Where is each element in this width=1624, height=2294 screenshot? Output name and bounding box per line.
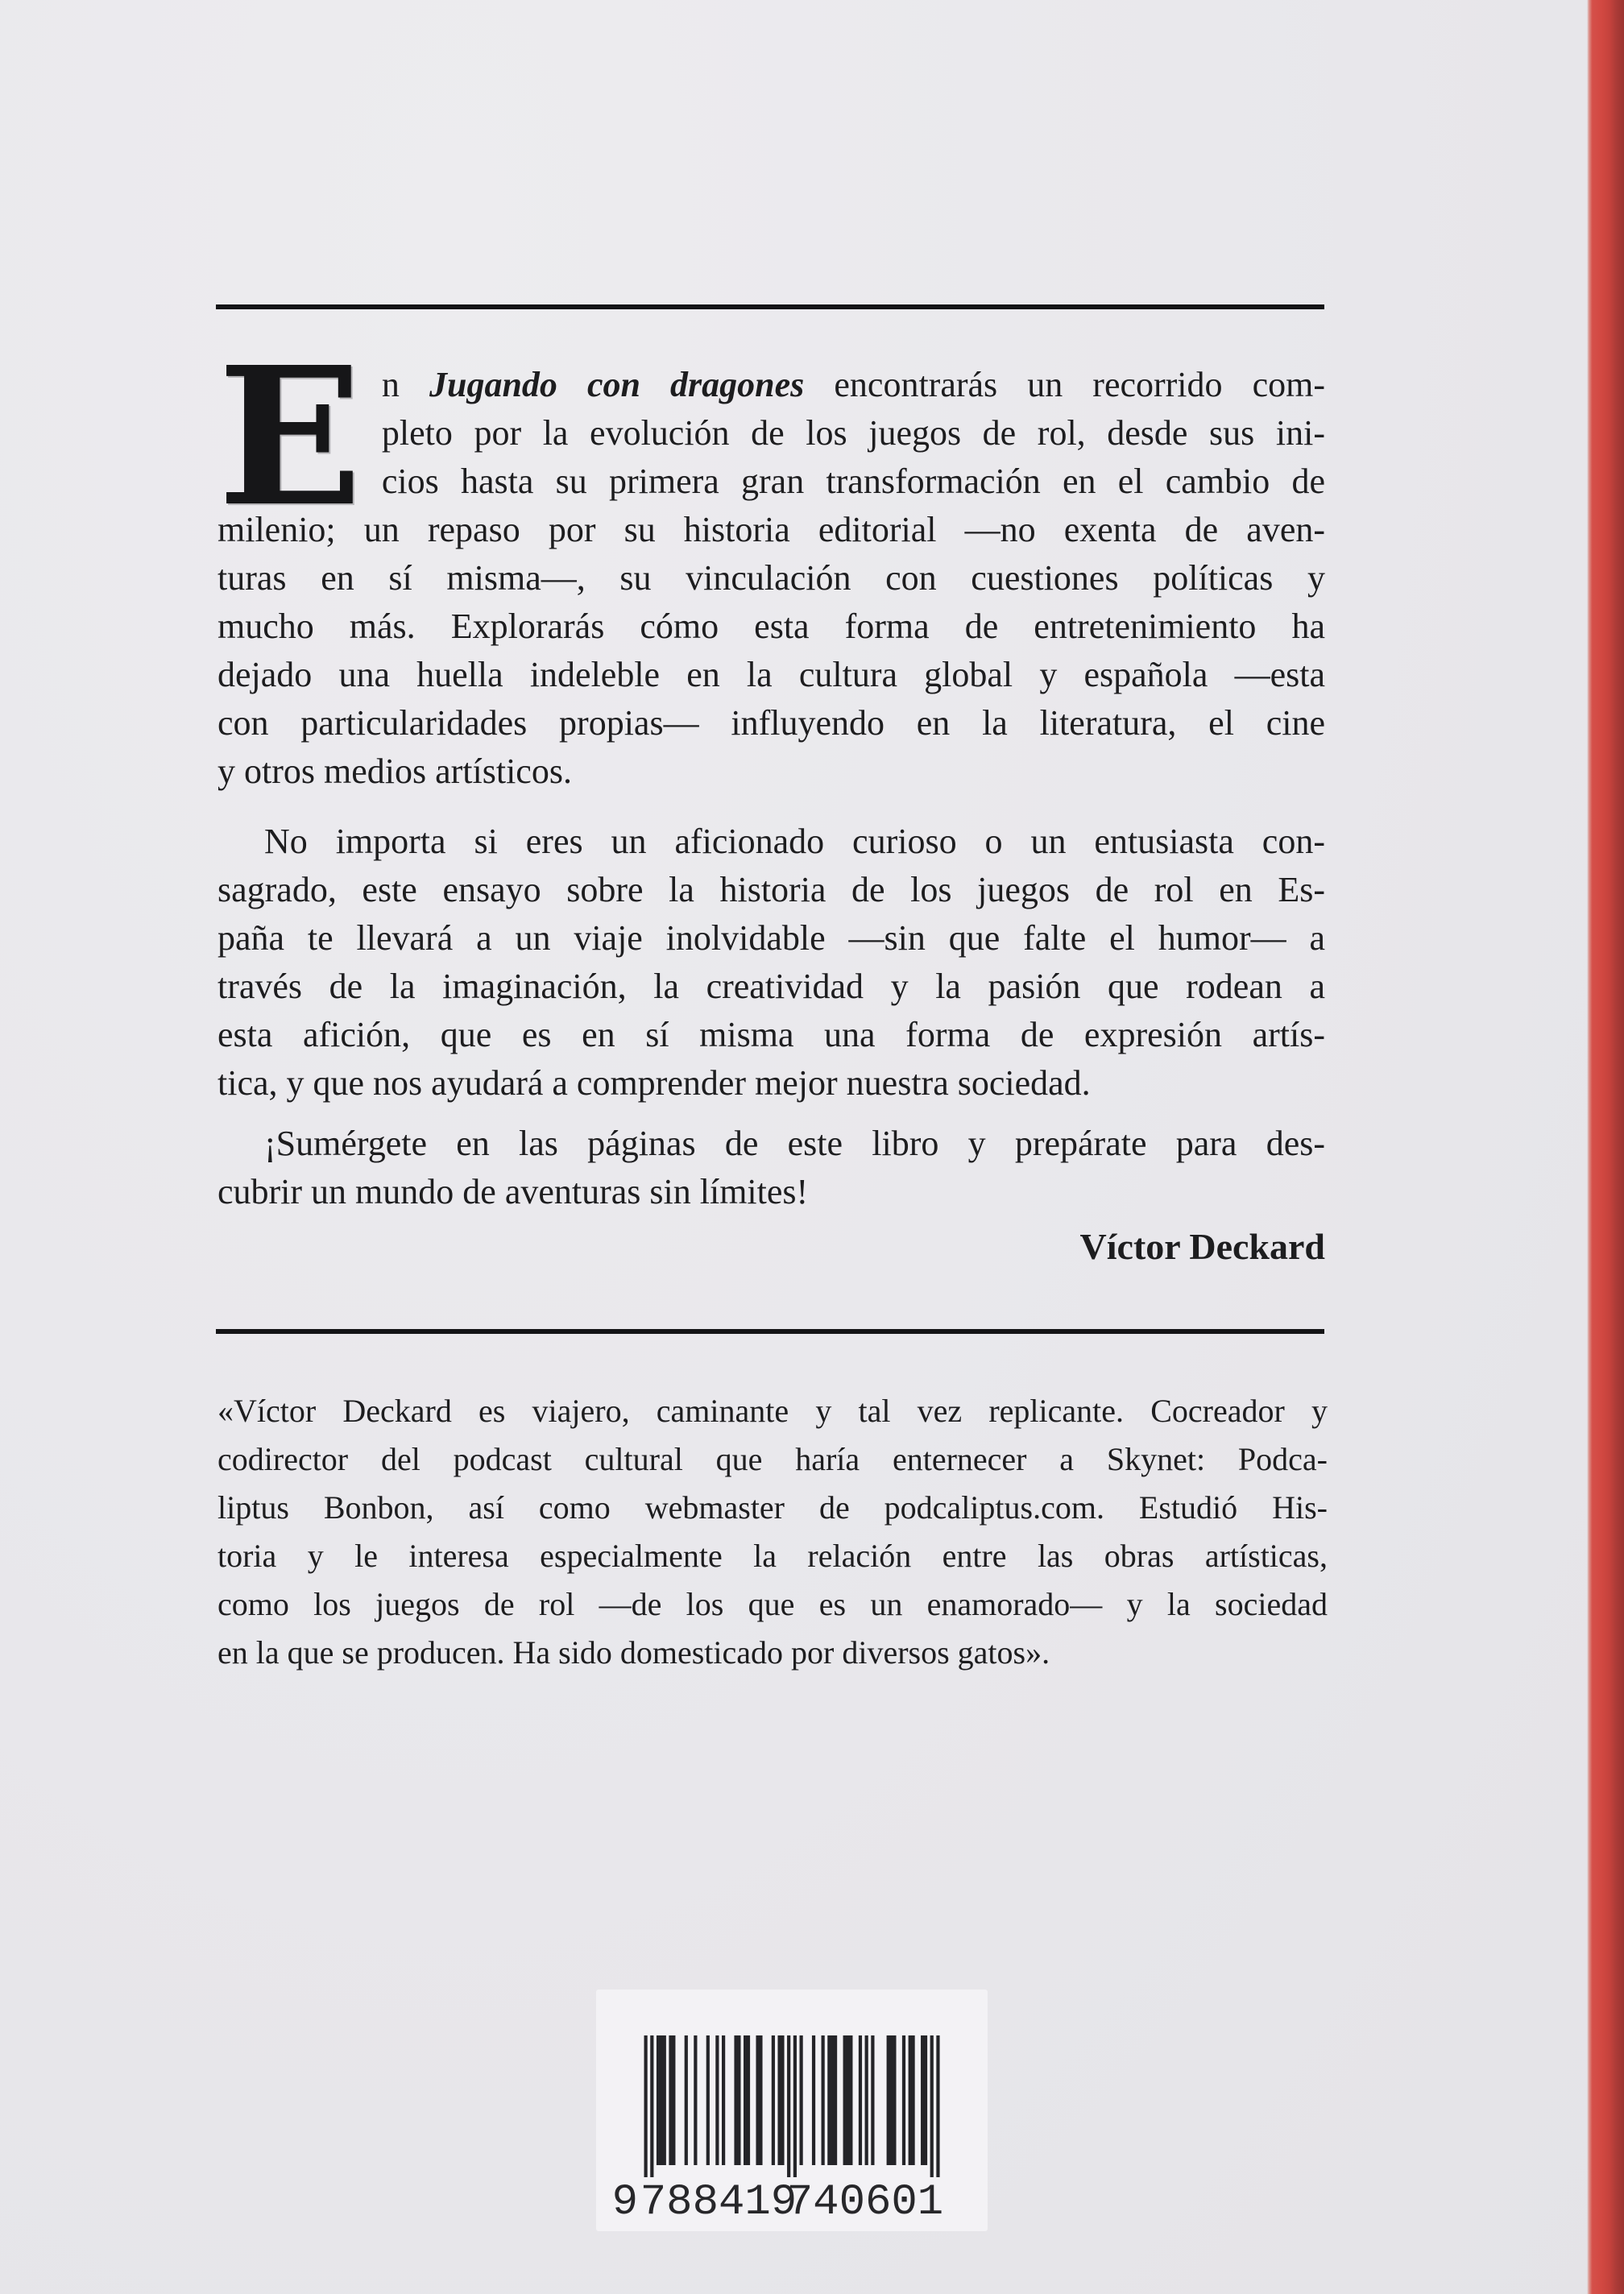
synopsis-paragraph-3 [218,1120,1325,1216]
author-bio-section [218,1387,1328,1677]
text-line: milenio; un repaso por su historia editorial —no exenta de aven- [218,510,1325,549]
text-line: en la que se producen. Ha sido domesticado por diversos gatos». [218,1634,1050,1671]
synopsis-paragraph-2 [218,818,1325,1108]
text-line: cubrir un mundo de aventuras sin límites! [218,1172,809,1211]
bottom-rule [216,1329,1324,1334]
isbn-digit-left: 9 [611,2178,638,2227]
text-line: dejado una huella indeleble en la cultura global y española —esta [218,655,1325,694]
text-line: turas en sí misma—, su vinculación con cuestiones políticas y [218,558,1325,598]
spine-strip [1587,0,1624,2294]
text-line: con particularidades propias— influyendo en la literatura, el cine [218,703,1325,743]
isbn-digits-group1: 788419 [640,2178,798,2227]
text-line: y otros medios artísticos. [218,752,572,791]
drop-cap: E [218,325,362,549]
book-title-inline: Jugando con dragones [429,365,805,404]
text-line: través de la imaginación, la creatividad y la pasión que rodean a [218,967,1325,1006]
author-signature: Víctor Deckard [1079,1226,1325,1267]
text-line: codirector del podcast cultural que haría enternecer a Skynet: Podca- [218,1441,1328,1477]
text-line: mucho más. Explorarás cómo esta forma de entretenimiento ha [218,607,1325,646]
text-line: paña te llevará a un viaje inolvidable —sin que falte el humor— a [218,918,1325,958]
synopsis-line-start: n [381,365,429,404]
synopsis-section [218,325,1326,1271]
isbn-digits-group2: 740601 [786,2178,944,2227]
barcode [596,1990,988,2231]
text-line: toria y le interesa especialmente la relación entre las obras artísticas, [218,1538,1328,1574]
text-line: esta afición, que es en sí misma una forma de expresión artís- [218,1015,1325,1054]
text-line: cios hasta su primera gran transformación en el cambio de [381,462,1325,501]
text-line: ¡Sumérgete en las páginas de este libro y prepárate para des- [264,1124,1325,1163]
text-line: No importa si eres un aficionado curioso o un entusiasta con- [264,822,1325,861]
text-line: pleto por la evolución de los juegos de rol, desde sus ini- [381,413,1325,453]
barcode-bars [644,2035,940,2177]
barcode-panel [596,1990,988,2231]
text-line: como los juegos de rol —de los que es un enamorado— y la sociedad [218,1586,1328,1622]
top-rule [216,304,1324,309]
text-line: sagrado, este ensayo sobre la historia de los juegos de rol en Es- [218,870,1325,909]
text-line: liptus Bonbon, así como webmaster de podcaliptus.com. Estudió His- [218,1489,1328,1526]
text-line: tica, y que nos ayudará a comprender mejor nuestra sociedad. [218,1063,1091,1103]
synopsis-line-end: encontrarás un recorrido com- [804,365,1326,404]
text-line: «Víctor Deckard es viajero, caminante y tal vez replicante. Cocreador y [218,1393,1328,1429]
